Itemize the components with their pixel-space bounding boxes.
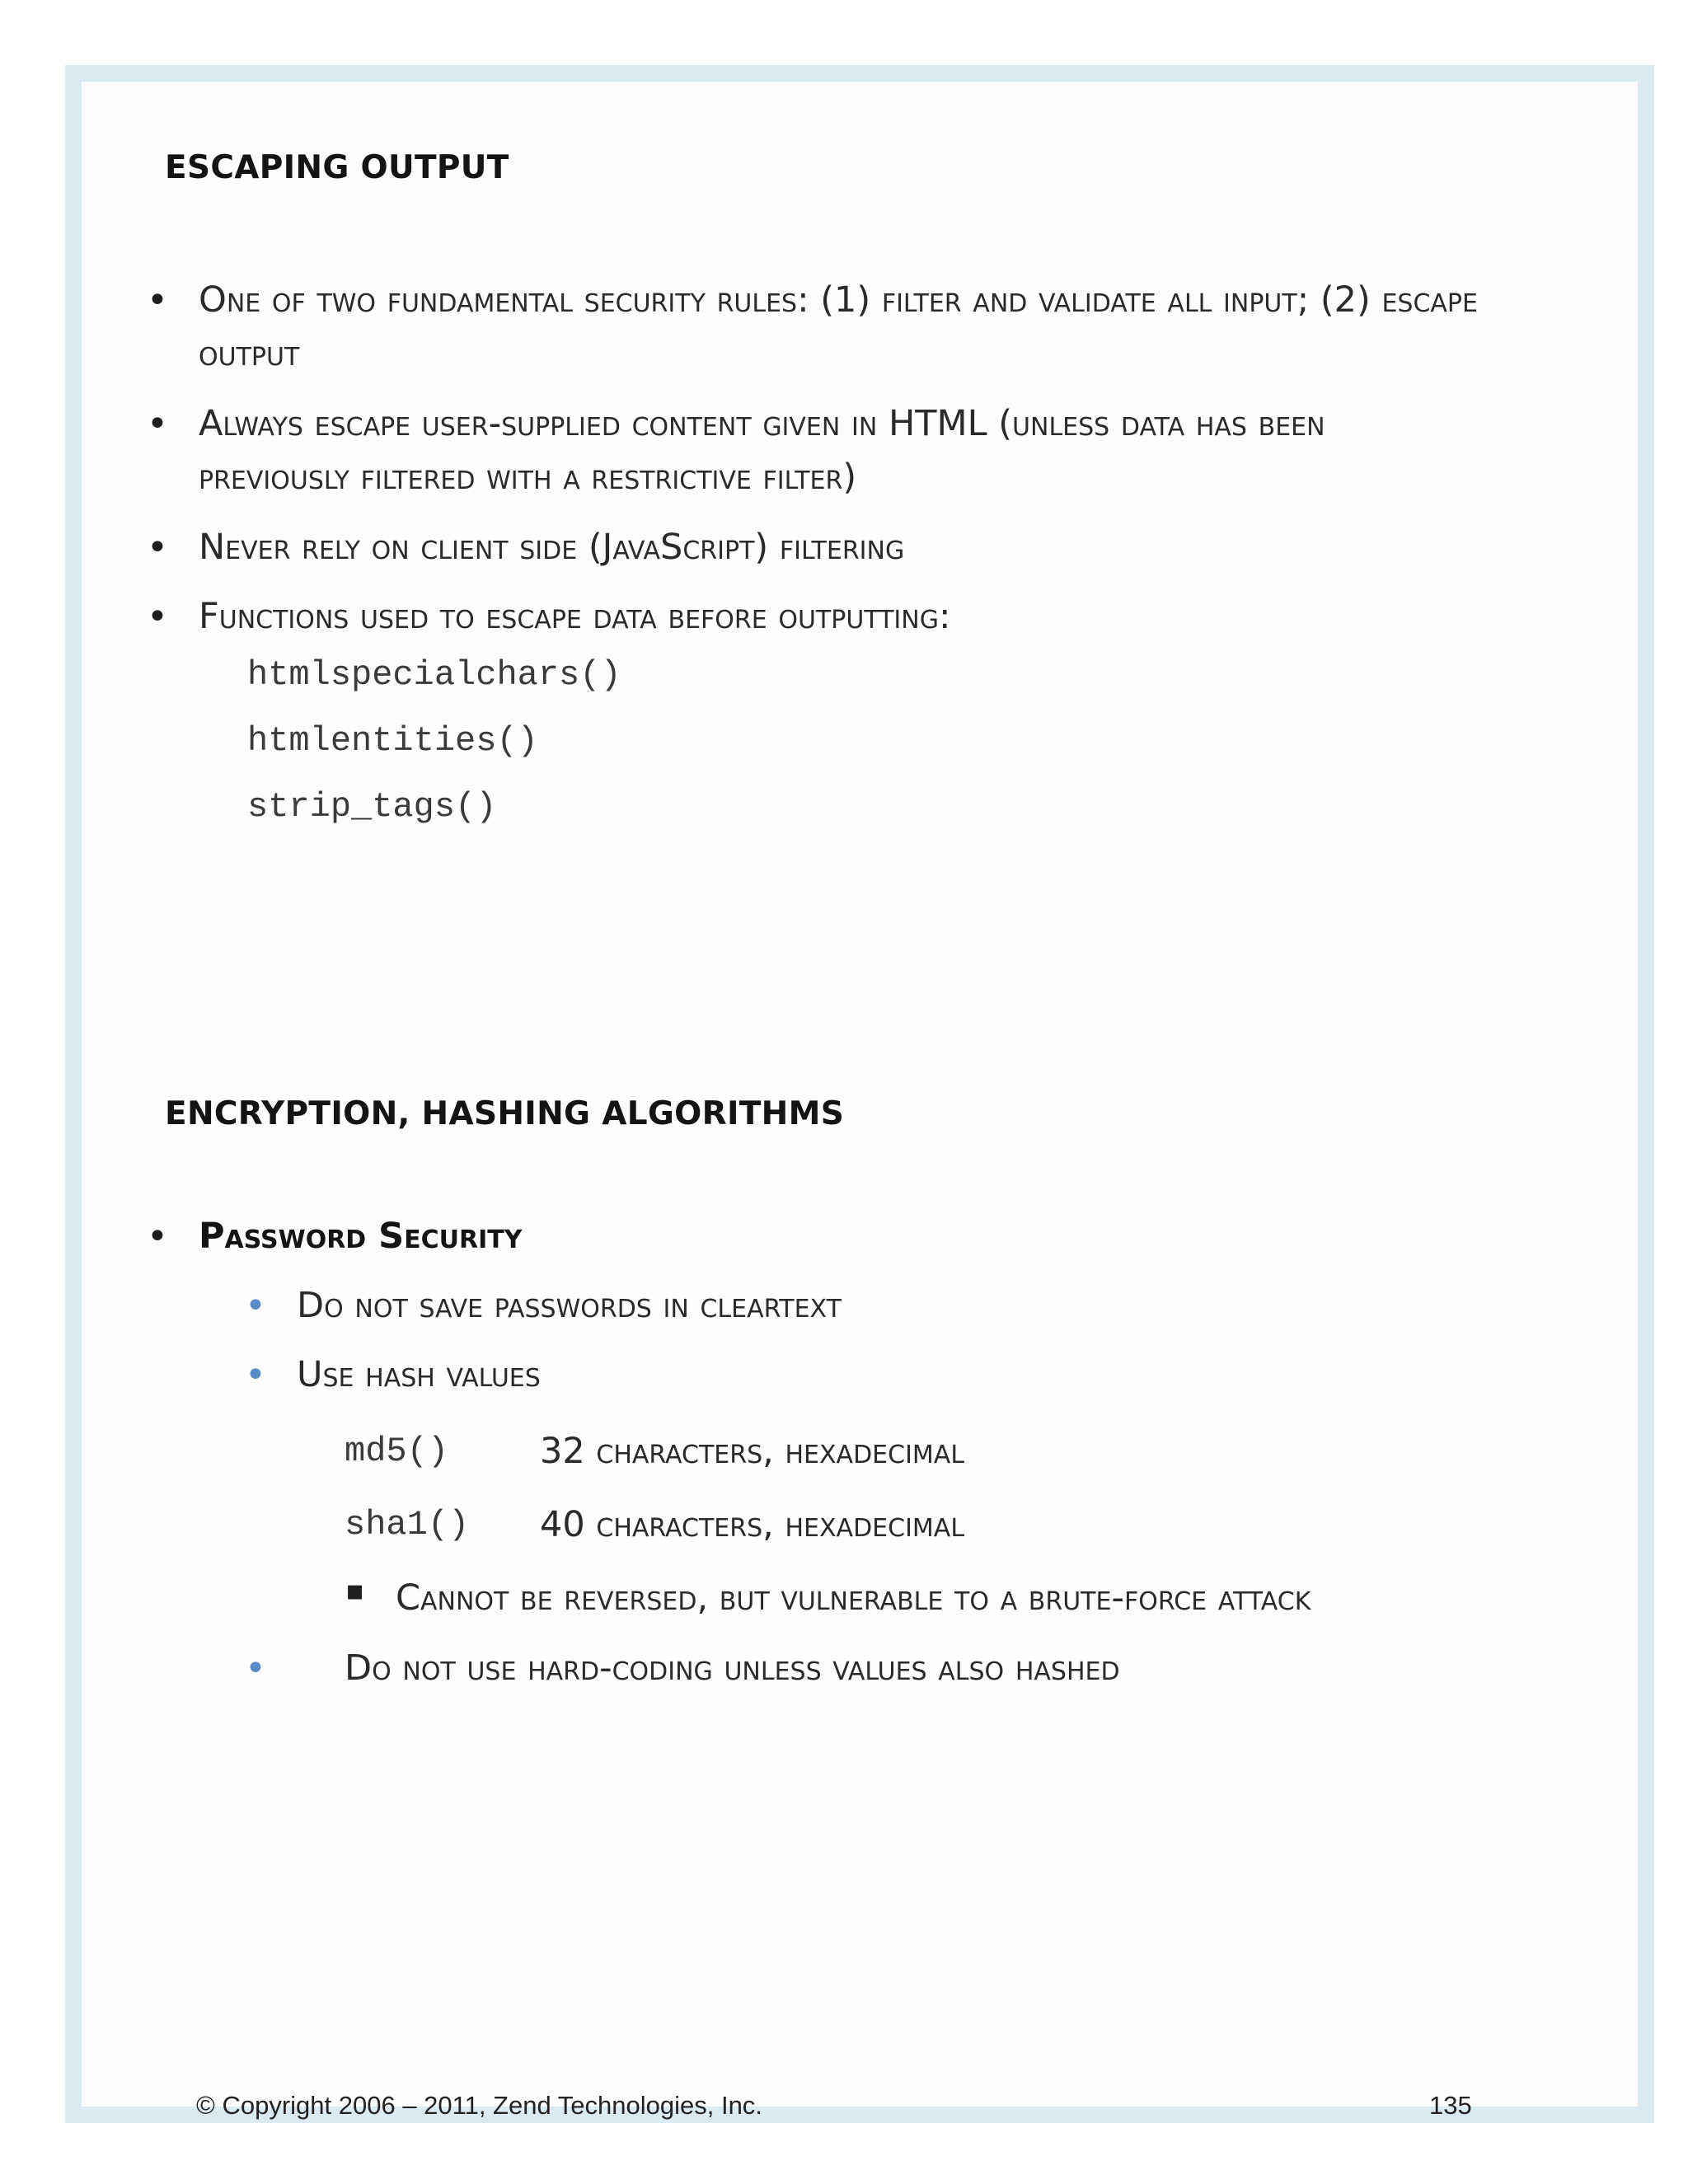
- bullet-security-rules: One of two fundamental security rules: (1) filter and validate all input; (2) escape output: [199, 279, 1478, 374]
- sub-bullet-icon: •: [245, 1354, 266, 1396]
- code-strip-tags: strip_tags(): [247, 787, 497, 827]
- code-sha1: sha1(): [345, 1505, 470, 1544]
- sub-item-use-hash: Use hash values: [297, 1354, 541, 1395]
- bullet-icon: •: [147, 527, 168, 569]
- square-bullet-icon: ▪: [345, 1574, 365, 1607]
- sub-bullet-icon: •: [245, 1647, 266, 1690]
- footer-copyright: © Copyright 2006 – 2011, Zend Technologies, Inc.: [196, 2091, 762, 2120]
- sub-bullet-icon: •: [245, 1285, 266, 1327]
- bullet-icon: •: [147, 1216, 168, 1258]
- bullet-client-side-filtering: Never rely on client side (JavaScript) filtering: [199, 527, 905, 568]
- bullet-icon: •: [147, 279, 168, 321]
- code-htmlspecialchars: htmlspecialchars(): [247, 655, 621, 695]
- page-frame: [65, 65, 1654, 2123]
- footer-page-number: 135: [1429, 2091, 1472, 2120]
- sub-item-hard-coding: Do not use hard-coding unless values also hashed: [345, 1647, 1120, 1689]
- bullet-icon: •: [147, 596, 168, 638]
- sha1-description: 40 characters, hexadecimal: [540, 1504, 965, 1545]
- sub-item-no-cleartext: Do not save passwords in cleartext: [297, 1285, 842, 1326]
- bullet-icon: •: [147, 403, 168, 445]
- password-security-heading: Password Security: [199, 1216, 523, 1257]
- code-md5: md5(): [345, 1432, 449, 1471]
- bullet-escape-user-content: Always escape user-supplied content given in HTML (unless data has been previously filtered with a restrictive filter): [199, 403, 1325, 498]
- note-brute-force: Cannot be reversed, but vulnerable to a brute-force attack: [396, 1577, 1311, 1619]
- code-htmlentities: htmlentities(): [247, 721, 538, 761]
- bullet-escape-functions: Functions used to escape data before outputting:: [199, 596, 951, 637]
- section-title-encryption-hashing: ENCRYPTION, HASHING ALGORITHMS: [165, 1095, 845, 1132]
- section-title-escaping-output: ESCAPING OUTPUT: [165, 149, 509, 186]
- md5-description: 32 characters, hexadecimal: [540, 1431, 965, 1472]
